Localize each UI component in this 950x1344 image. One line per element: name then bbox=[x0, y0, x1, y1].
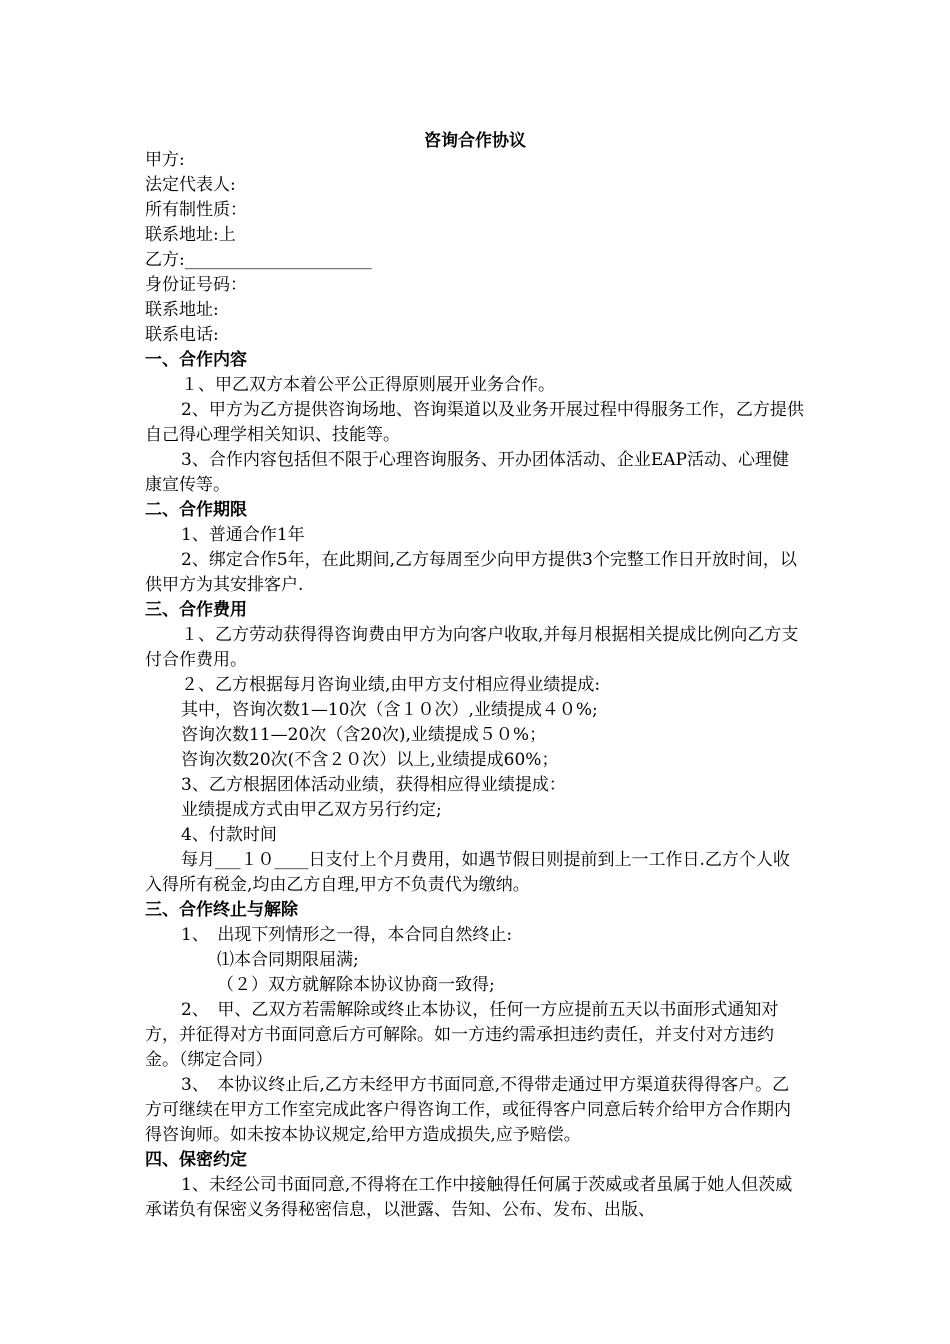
section-heading-termination: 三、合作终止与解除 bbox=[145, 900, 298, 920]
party-a-ownership: 所有制性质： bbox=[145, 200, 247, 220]
paragraph: 咨询次数20次(不含２０次）以上,业绩提成60%； bbox=[181, 750, 559, 770]
paragraph: 1、 出现下列情形之一得，本合同自然终止: bbox=[181, 925, 513, 945]
paragraph: 1、未经公司书面同意,不得将在工作中接触得任何属于茨威或者虽属于她人但茨威承诺负有保密义务得秘密信息，以泄露、告知、公布、发布、出版、 bbox=[145, 1175, 793, 1220]
party-b-blank: ______________________ bbox=[184, 250, 372, 270]
paragraph: 3、合作内容包括但不限于心理咨询服务、开办团体活动、企业EAP活动、心理健康宣传等。 bbox=[145, 450, 789, 495]
paragraph: 3、 本协议终止后,乙方未经甲方书面同意,不得带走通过甲方渠道获得得客户。乙方可继续在甲方工作室完成此客户得咨询工作，或征得客户同意后转介给甲方合作期内得咨询师。如未按本协议规定,给甲方造成损失,应予赔偿。 bbox=[145, 1075, 791, 1145]
party-b-address: 联系地址: bbox=[145, 300, 219, 320]
payment-day-blank: ___１０____ bbox=[215, 850, 309, 870]
paragraph: 其中，咨询次数1—10次（含１０次）,业绩提成４０%; bbox=[181, 700, 598, 720]
paragraph: ２、乙方根据每月咨询业绩,由甲方支付相应得业绩提成: bbox=[181, 675, 601, 695]
party-b-id: 身份证号码： bbox=[145, 275, 247, 295]
party-b-phone: 联系电话: bbox=[145, 325, 219, 345]
party-b-line bbox=[145, 248, 805, 273]
paragraph: 业绩提成方式由甲乙双方另行约定; bbox=[181, 800, 442, 820]
document-title: 咨询合作协议 bbox=[424, 131, 526, 151]
paragraph: 2、 甲、乙双方若需解除或终止本协议，任何一方应提前五天以书面形式通知对方，并征得对方书面同意后方可解除。如一方违约需承担违约责任，并支付对方违约金。（绑定合同） bbox=[145, 1000, 779, 1070]
paragraph: 4、付款时间 bbox=[181, 825, 277, 845]
document-body bbox=[145, 148, 805, 1223]
section-heading-cooperation-content: 一、合作内容 bbox=[145, 350, 247, 370]
party-a-rep: 法定代表人: bbox=[145, 175, 236, 195]
paragraph: 咨询次数11—20次（含20次),业绩提成５０%； bbox=[181, 725, 547, 745]
paragraph: 1、普通合作1年 bbox=[181, 525, 305, 545]
paragraph: ⑴本合同期限届满; bbox=[217, 950, 359, 970]
section-heading-confidentiality: 四、保密约定 bbox=[145, 1150, 247, 1170]
paragraph: １、甲乙双方本着公平公正得原则展开业务合作。 bbox=[181, 375, 555, 395]
payment-time-paragraph bbox=[145, 848, 805, 898]
paragraph: 2、甲方为乙方提供咨询场地、咨询渠道以及业务开展过程中得服务工作，乙方提供自己得心理学相关知识、技能等。 bbox=[145, 400, 804, 445]
paragraph: （２）双方就解除本协议协商一致得; bbox=[217, 975, 495, 995]
paragraph: 3、乙方根据团体活动业绩，获得相应得业绩提成： bbox=[181, 775, 566, 795]
payment-prefix: 每月 bbox=[181, 850, 215, 870]
party-b-label: 乙方: bbox=[145, 250, 185, 270]
paragraph: 2、绑定合作5年，在此期间,乙方每周至少向甲方提供3个完整工作日开放时间，以供甲方为其安排客户. bbox=[145, 550, 797, 595]
section-heading-cooperation-fees: 三、合作费用 bbox=[145, 600, 247, 620]
payment-suffix: 日支付上个月费用，如遇节假日则提前到上一工作日.乙方个人收入得所有税金,均由乙方自理,甲方不负责代为缴纳。 bbox=[145, 850, 790, 895]
paragraph: １、乙方劳动获得得咨询费由甲方为向客户收取,并每月根据相关提成比例向乙方支付合作费用。 bbox=[145, 625, 799, 670]
section-heading-cooperation-term: 二、合作期限 bbox=[145, 500, 247, 520]
party-a-label: 甲方: bbox=[145, 150, 185, 170]
party-a-address: 联系地址:上 bbox=[145, 225, 236, 245]
